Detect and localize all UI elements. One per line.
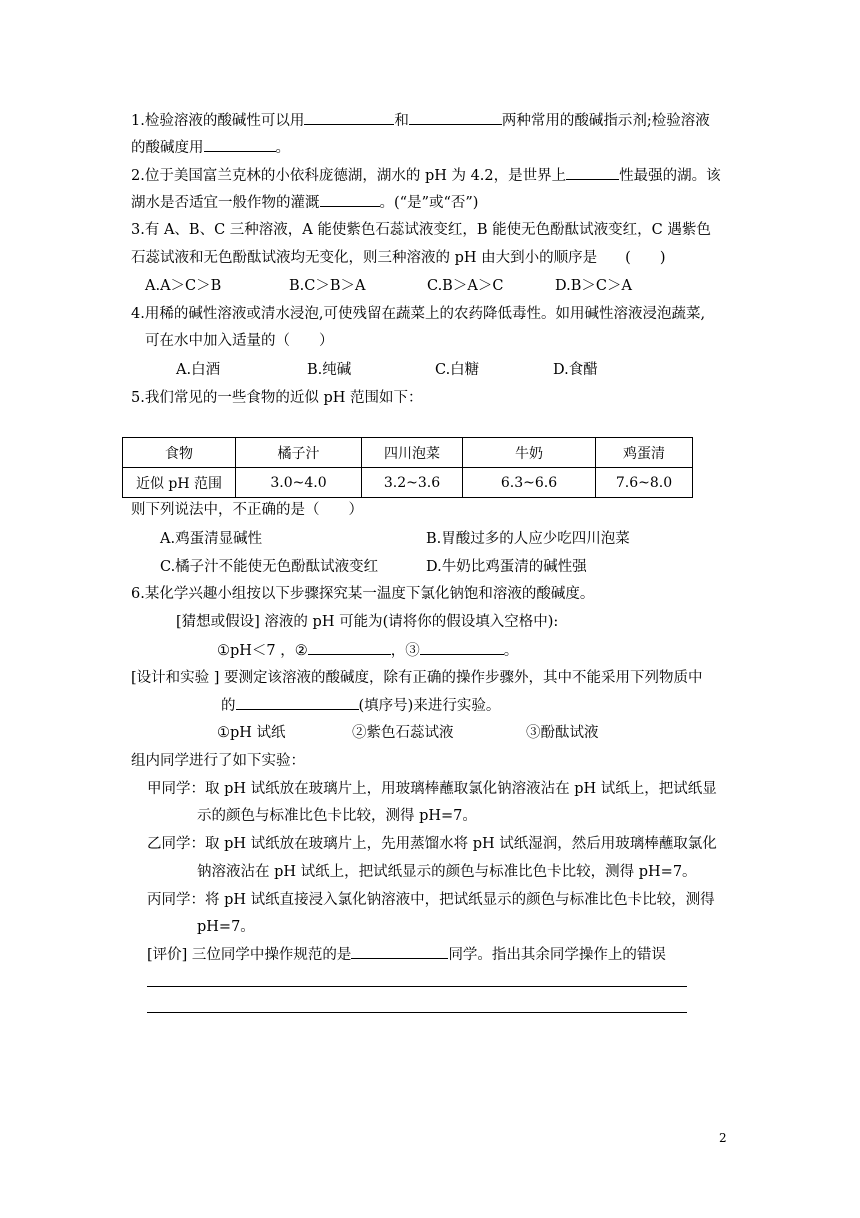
q6-blank-hyp-2[interactable] [308,640,391,655]
q4-option-d: D.食醋 [553,362,598,378]
q5-option-c: C.橘子汁不能使无色酚酞试液变红 [160,559,379,575]
table-cell: 四川泡菜 [362,438,463,468]
q6-material-1: ①pH 试纸 [217,725,286,741]
q6-intro: 6.某化学兴趣小组按以下步骤探究某一温度下氯化钠饱和溶液的酸碱度。 [131,586,595,602]
table-cell: 6.3~6.6 [463,468,596,498]
q6-hypothesis: [猜想或假设] 溶液的 pH 可能为(请将你的假设填入空格中): [176,614,559,630]
q5-option-d: D.牛奶比鸡蛋清的碱性强 [426,559,587,575]
q3-line2: 石蕊试液和无色酚酞试液均无变化，则三种溶液的 pH 由大到小的顺序是 ( ) [131,250,666,266]
q6-design-1: [设计和实验 ] 要测定该溶液的酸碱度，除有正确的操作步骤外，其中不能采用下列物质中 [131,670,703,686]
table-row [123,468,693,498]
q6-yi-2: 钠溶液沾在 pH 试纸上，把试纸显示的颜色与标准比色卡比较，测得 pH=7。 [197,864,697,880]
q3-option-a: A.A＞C＞B [145,278,222,294]
page-number: 2 [719,1131,727,1145]
q6-jia-2: 示的颜色与标准比色卡比较，测得 pH=7。 [197,808,477,824]
table-cell: 3.2~3.6 [362,468,463,498]
q2-blank-2[interactable] [320,192,380,207]
q6-evaluation: [评价] 三位同学中操作规范的是 同学。指出其余同学操作上的错误 [147,944,666,965]
q6-hypothesis-answers: ①pH＜7 ，② ，③ 。 [217,640,518,661]
q6-blank-design[interactable] [236,695,359,710]
q6-bing-2: pH=7。 [197,919,255,935]
table-cell: 牛奶 [463,438,596,468]
q3-option-b: B.C＞B＞A [289,278,366,294]
table-cell: 近似 pH 范围 [123,468,236,498]
answer-line-1[interactable] [147,986,687,987]
table-header-row [123,438,693,468]
q1-blank-3[interactable] [204,137,276,152]
q2-line2: 湖水是否适宜一般作物的灌溉 。(“是”或“否”) [131,192,478,213]
q6-yi-1: 乙同学：取 pH 试纸放在玻璃片上，先用蒸馏水将 pH 试纸湿润，然后用玻璃棒蘸取氯化 [147,836,717,852]
q6-material-2: ②紫色石蕊试液 [352,725,454,741]
q3-option-d: D.B＞C＞A [555,278,632,294]
q5-question: 则下列说法中，不正确的是（ ） [131,502,363,518]
table-cell: 橘子汁 [236,438,362,468]
q1-line2: 的酸碱度用 。 [131,137,290,158]
q6-material-3: ③酚酞试液 [526,725,599,741]
q2-blank-1[interactable] [566,165,619,180]
answer-line-2[interactable] [147,1012,687,1013]
q6-jia-1: 甲同学：取 pH 试纸放在玻璃片上，用玻璃棒蘸取氯化钠溶液沾在 pH 试纸上，把试纸显 [147,781,717,797]
table-cell: 鸡蛋清 [596,438,693,468]
table-cell: 7.6~8.0 [596,468,693,498]
q1-blank-2[interactable] [409,110,502,125]
q6-group: 组内同学进行了如下实验： [131,753,305,769]
q6-blank-hyp-3[interactable] [420,640,504,655]
table-cell: 3.0~4.0 [236,468,362,498]
table-cell: 食物 [123,438,236,468]
q5-intro: 5.我们常见的一些食物的近似 pH 范围如下： [131,390,423,406]
q4-line2: 可在水中加入适量的（ ） [145,333,334,349]
q3-line1: 3.有 A、B、C 三种溶液，A 能使紫色石蕊试液变红，B 能使无色酚酞试液变红，C 遇紫色 [131,222,711,238]
q6-design-2: 的 (填序号)来进行实验。 [221,695,500,716]
q4-line1: 4.用稀的碱性溶液或清水浸泡,可使残留在蔬菜上的农药降低毒性。如用碱性溶液浸泡蔬菜, [131,306,706,322]
q5-option-b: B.胃酸过多的人应少吃四川泡菜 [426,531,630,547]
ph-table [122,437,693,498]
q1-blank-1[interactable] [304,110,394,125]
q6-blank-eval[interactable] [351,944,448,959]
q4-option-c: C.白糖 [435,362,480,378]
q1-line1: 1.检验溶液的酸碱性可以用 和 两种常用的酸碱指示剂;检验溶液 [131,110,710,131]
q4-option-b: B.纯碱 [307,362,352,378]
q2-line1: 2.位于美国富兰克林的小依科庞德湖，湖水的 pH 为 4.2，是世界上 性最强的湖。该 [131,165,721,186]
q5-option-a: A.鸡蛋清显碱性 [160,531,263,547]
q6-bing-1: 丙同学：将 pH 试纸直接浸入氯化钠溶液中，把试纸显示的颜色与标准比色卡比较，测得 [147,892,715,908]
q3-option-c: C.B＞A＞C [427,278,504,294]
q4-option-a: A.白酒 [176,362,221,378]
